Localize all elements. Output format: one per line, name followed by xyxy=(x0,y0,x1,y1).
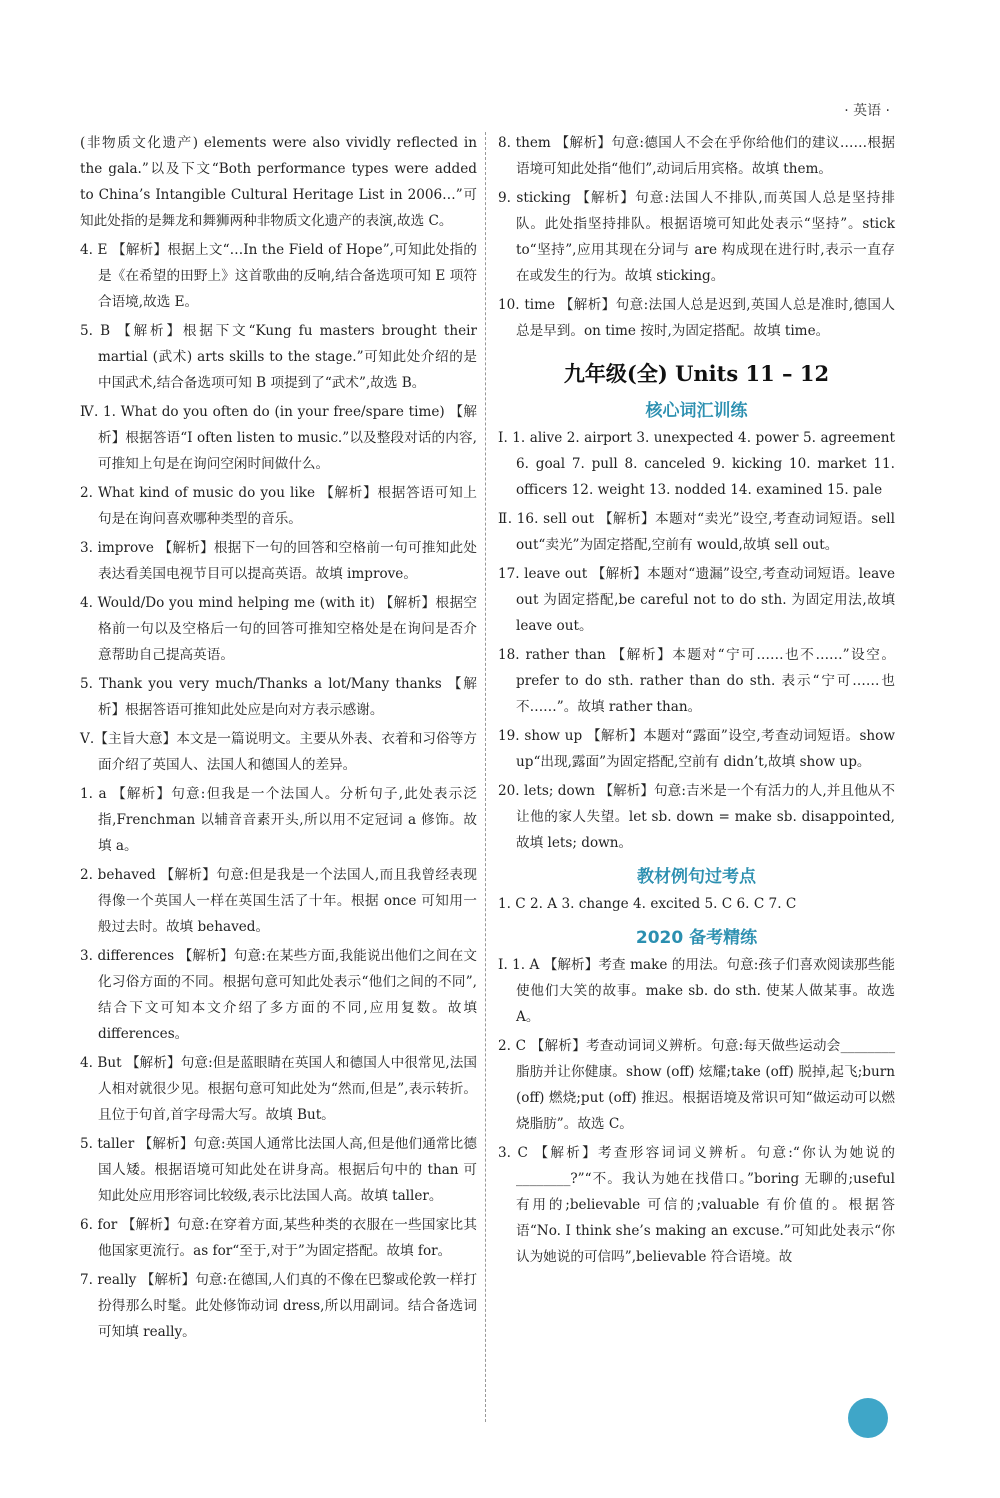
section-title-core-vocabulary: 核心词汇训练 xyxy=(645,401,748,421)
answer-item: 9. sticking 【解析】句意:法国人不排队,而英国人总是坚持排队。此处指坚持排队。根据语境可知此处表示“坚持”。stick to“坚持”,应用其现在分词与 are 构成现在进行时,表示一直存在或发生的行为。故填 sticking。 xyxy=(498,190,895,284)
section-title-textbook-sentences: 教材例句过考点 xyxy=(637,867,756,887)
answer-item: 3. C 【解析】考查形容词词义辨析。句意:“你认为她说的________?”“不。我认为她在找借口。”boring 无聊的;useful 有用的;believable 可信的;valuable 有价值的。根据答语“No. I think she’s making an excuse.”可知此处表示“你认为她说的可信吗”,believable 符合语境。故 xyxy=(498,1145,895,1265)
answer-item: 17. leave out 【解析】本题对“遗漏”设空,考查动词短语。leave out 为固定搭配,be careful not to do sth. 为固定用法,故填 leave out。 xyxy=(498,566,895,634)
answer-item: Ⅰ. 1. A 【解析】考查 make 的用法。句意:孩子们喜欢阅读那些能使他们大笑的故事。make sb. do sth. 使某人做某事。故选 A。 xyxy=(498,957,895,1025)
page-number-badge xyxy=(848,1398,888,1438)
answer-item: 6. for 【解析】句意:在穿着方面,某些种类的衣服在一些国家比其他国家更流行。as for“至于,对于”为固定搭配。故填 for。 xyxy=(80,1217,477,1259)
unit-title: 九年级(全) Units 11 – 12 xyxy=(563,361,830,386)
page-header: · 英语 · xyxy=(844,103,890,119)
answer-item: Ⅰ. 1. alive 2. airport 3. unexpected 4. power 5. agreement 6. goal 7. pull 8. canceled 9. kicking 10. market 11. officers 12. weight 13. nodded 14. examined 15. pale xyxy=(498,430,895,498)
answer-item: 3. differences 【解析】句意:在某些方面,我能说出他们之间在文化习俗方面的不同。根据句意可知此处表示“他们之间的不同”,结合下文可知本文介绍了多方面的不同,应用复数。故填 differences。 xyxy=(80,948,477,1042)
answer-item: 4. Would/Do you mind helping me (with it) 【解析】根据空格前一句以及空格后一句的回答可推知空格处是在询问是否介意帮助自己提高英语。 xyxy=(80,595,477,663)
answer-item: Ⅱ. 16. sell out 【解析】本题对“卖光”设空,考查动词短语。sell out“卖光”为固定搭配,空前有 would,故填 sell out。 xyxy=(498,511,895,553)
right-column xyxy=(498,130,895,1273)
answer-item: Ⅴ.【主旨大意】本文是一篇说明文。主要从外表、衣着和习俗等方面介绍了英国人、法国人和德国人的差异。 xyxy=(80,731,477,773)
answer-item: 5. B 【解析】根据下文“Kung fu masters brought their martial (武术) arts skills to the stage.”可知此处介绍的是中国武术,结合备选项可知 B 项提到了“武术”,故选 B。 xyxy=(80,323,477,391)
answer-item: Ⅳ. 1. What do you often do (in your free/spare time) 【解析】根据答语“I often listen to music.”以及整段对话的内容,可推知上句是在询问空闲时间做什么。 xyxy=(80,404,477,472)
answer-item: 4. E 【解析】根据上文“…In the Field of Hope”,可知此处指的是《在希望的田野上》这首歌曲的反响,结合备选项可知 E 项符合语境,故选 E。 xyxy=(80,242,477,310)
left-column xyxy=(80,130,477,1348)
answer-item: 4. But 【解析】句意:但是蓝眼睛在英国人和德国人中很常见,法国人相对就很少见。根据句意可知此处为“然而,但是”,表示转折。且位于句首,首字母需大写。故填 But。 xyxy=(80,1055,477,1123)
answer-item: 20. lets; down 【解析】句意:吉米是一个有活力的人,并且他从不让他的家人失望。let sb. down = make sb. disappointed,故填 lets; down。 xyxy=(498,783,895,851)
answer-item: 2. behaved 【解析】句意:但是我是一个法国人,而且我曾经表现得像一个英国人一样在英国生活了十年。根据 once 可知用一般过去时。故填 behaved。 xyxy=(80,867,477,935)
answer-item: 5. Thank you very much/Thanks a lot/Many thanks 【解析】根据答语可推知此处应是向对方表示感谢。 xyxy=(80,676,477,718)
answer-item: 8. them 【解析】句意:德国人不会在乎你给他们的建议……根据语境可知此处指“他们”,动词后用宾格。故填 them。 xyxy=(498,135,895,177)
section-title-exam-practice: 2020 备考精练 xyxy=(635,928,758,948)
column-divider xyxy=(485,132,486,1422)
answer-item: 2. C 【解析】考查动词词义辨析。句意:每天做些运动会________脂肪并让你健康。show (off) 炫耀;take (off) 脱掉,起飞;burn (off) 燃烧;put (off) 推迟。根据语境及常识可知“做运动可以燃烧脂肪”。故选 C。 xyxy=(498,1038,895,1132)
answer-item: 10. time 【解析】句意:法国人总是迟到,英国人总是准时,德国人总是早到。on time 按时,为固定搭配。故填 time。 xyxy=(498,297,895,339)
answer-item: 1. a 【解析】句意:但我是一个法国人。分析句子,此处表示泛指,Frenchman 以辅音音素开头,所以用不定冠词 a 修饰。故填 a。 xyxy=(80,786,477,854)
answer-item: 18. rather than 【解析】本题对“宁可……也不……”设空。prefer to do sth. rather than do sth. 表示“宁可……也不……”。故填 rather than。 xyxy=(498,647,895,715)
answer-item: 2. What kind of music do you like 【解析】根据答语可知上句是在询问喜欢哪种类型的音乐。 xyxy=(80,485,477,527)
answer-item: 5. taller 【解析】句意:英国人通常比法国人高,但是他们通常比德国人矮。根据语境可知此处在讲身高。根据后句中的 than 可知此处应用形容词比较级,表示比法国人高。故填 taller。 xyxy=(80,1136,477,1204)
answer-item: 1. C 2. A 3. change 4. excited 5. C 6. C 7. C xyxy=(498,896,797,912)
answer-item: 3. improve 【解析】根据下一句的回答和空格前一句可推知此处表达看美国电视节目可以提高英语。故填 improve。 xyxy=(80,540,477,582)
answer-item: 7. really 【解析】句意:在德国,人们真的不像在巴黎或伦敦一样打扮得那么时髦。此处修饰动词 dress,所以用副词。结合备选词可知填 really。 xyxy=(80,1272,477,1340)
answer-item: 19. show up 【解析】本题对“露面”设空,考查动词短语。show up“出现,露面”为固定搭配,空前有 didn’t,故填 show up。 xyxy=(498,728,895,770)
answer-item: (非物质文化遗产) elements were also vividly reflected in the gala.”以及下文“Both performance types were added to China’s Intangible Cultural Heritage List in 2006…”可知此处指的是舞龙和舞狮两种非物质文化遗产的表演,故选 C。 xyxy=(80,135,477,229)
